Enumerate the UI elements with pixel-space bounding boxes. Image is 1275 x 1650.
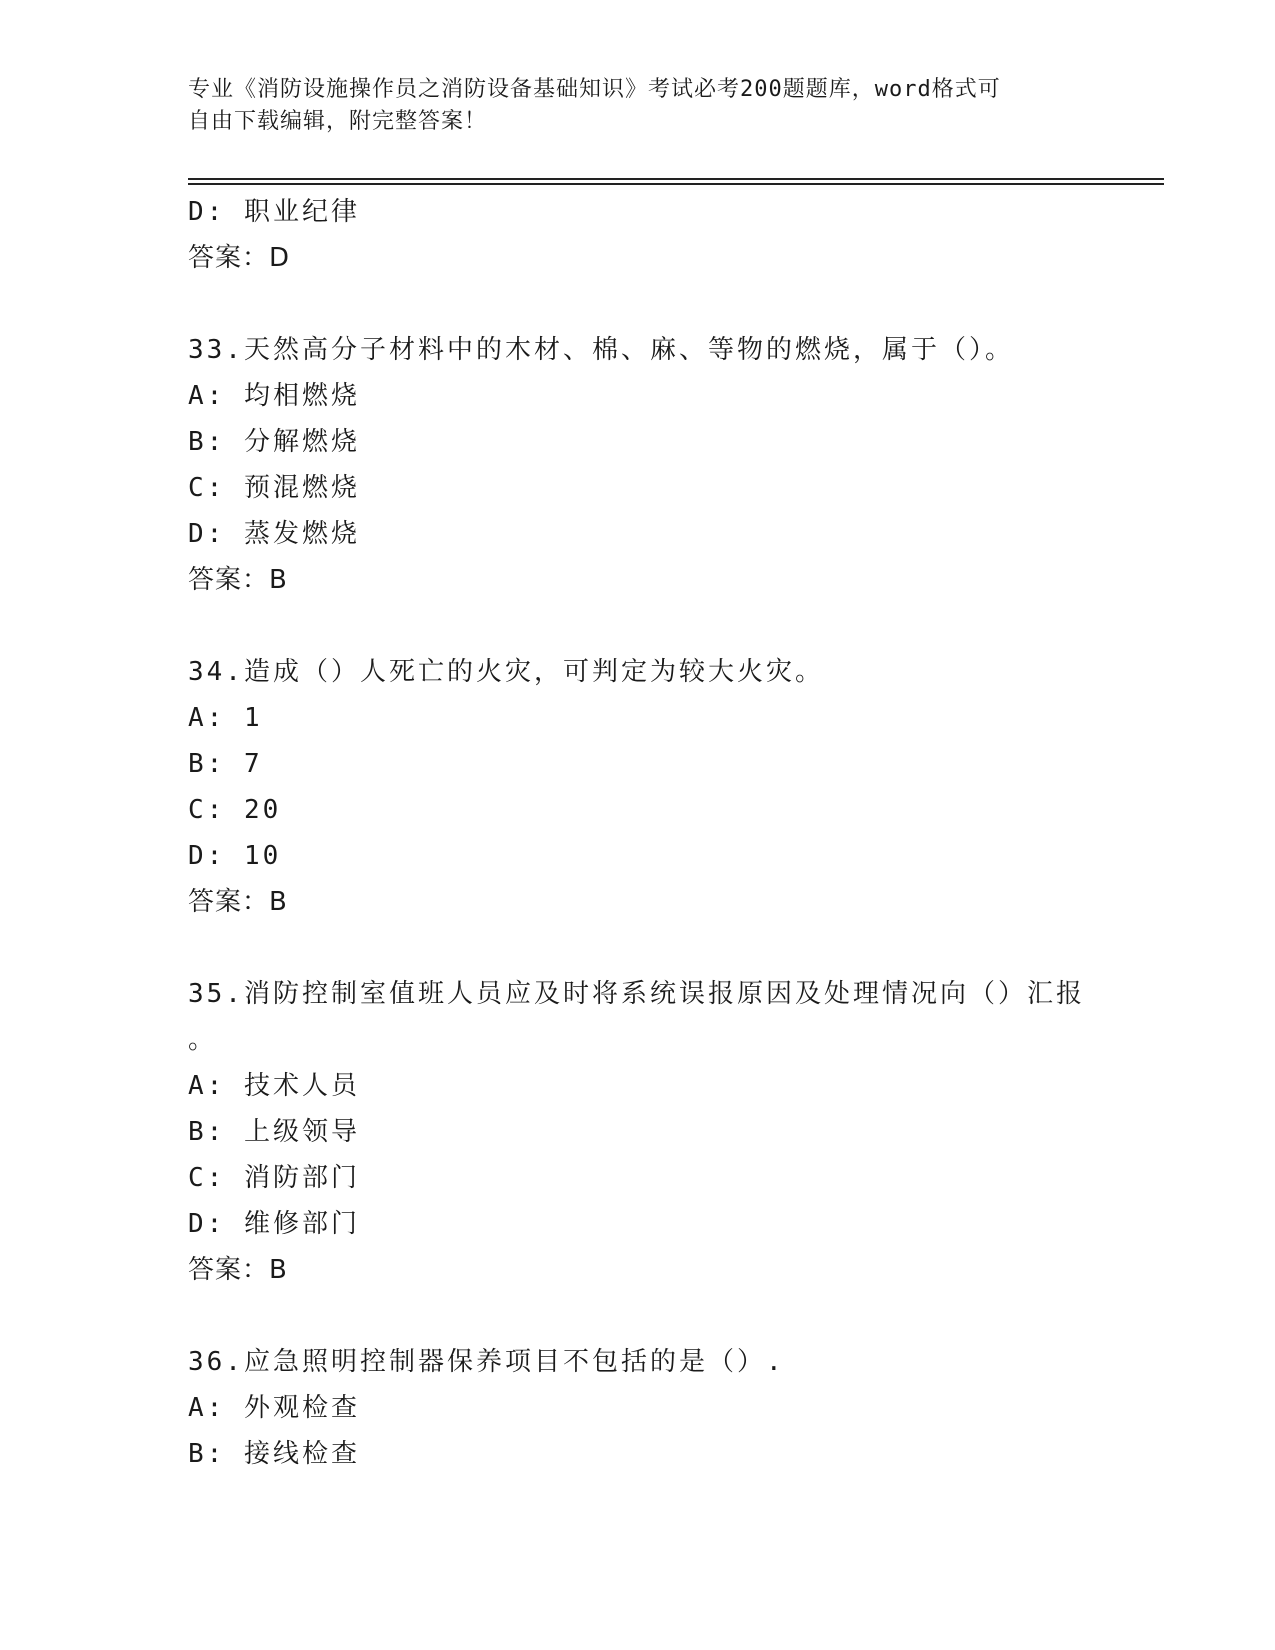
question-34-option-b: B: 7 bbox=[188, 749, 263, 779]
spacer bbox=[188, 281, 1108, 327]
question-36-option-a: A: 外观检查 bbox=[188, 1393, 360, 1423]
question-35-option-c: C: 消防部门 bbox=[188, 1163, 360, 1193]
header-divider-bottom bbox=[188, 183, 1164, 185]
question-33-option-a: A: 均相燃烧 bbox=[188, 381, 360, 411]
question-34-option-a: A: 1 bbox=[188, 703, 263, 733]
spacer bbox=[188, 603, 1108, 649]
header-divider-top bbox=[188, 178, 1164, 180]
question-34-option-c: C: 20 bbox=[188, 795, 282, 825]
question-36-stem: 36.应急照明控制器保养项目不包括的是（）. bbox=[188, 1347, 785, 1377]
spacer bbox=[188, 1293, 1108, 1339]
question-33-option-d: D: 蒸发燃烧 bbox=[188, 519, 360, 549]
question-35-stem: 35.消防控制室值班人员应及时将系统误报原因及处理情况向（）汇报 bbox=[188, 979, 1085, 1009]
question-36-option-b: B: 接线检查 bbox=[188, 1439, 360, 1469]
header-line-2: 自由下载编辑，附完整答案！ bbox=[188, 109, 488, 134]
spacer bbox=[188, 925, 1108, 971]
prev-answer: 答案：D bbox=[188, 243, 291, 273]
question-35-option-d: D: 维修部门 bbox=[188, 1209, 360, 1239]
question-list bbox=[188, 189, 1108, 1477]
question-34-stem: 34.造成（）人死亡的火灾，可判定为较大火灾。 bbox=[188, 657, 824, 687]
prev-option-d: D: 职业纪律 bbox=[188, 197, 360, 227]
question-35-option-a: A: 技术人员 bbox=[188, 1071, 360, 1101]
question-33-answer: 答案：B bbox=[188, 565, 288, 595]
header-line-1: 专业《消防设施操作员之消防设备基础知识》考试必考200题题库，word格式可 bbox=[188, 77, 1001, 102]
question-33-stem: 33.天然高分子材料中的木材、棉、麻、等物的燃烧，属于（）。 bbox=[188, 335, 1014, 365]
question-35-stem-continuation: 。 bbox=[188, 1025, 218, 1055]
question-33-option-c: C: 预混燃烧 bbox=[188, 473, 360, 503]
question-34-option-d: D: 10 bbox=[188, 841, 282, 871]
question-35-option-b: B: 上级领导 bbox=[188, 1117, 360, 1147]
question-35-answer: 答案：B bbox=[188, 1255, 288, 1285]
document-header bbox=[188, 74, 1088, 138]
question-34-answer: 答案：B bbox=[188, 887, 288, 917]
question-33-option-b: B: 分解燃烧 bbox=[188, 427, 360, 457]
